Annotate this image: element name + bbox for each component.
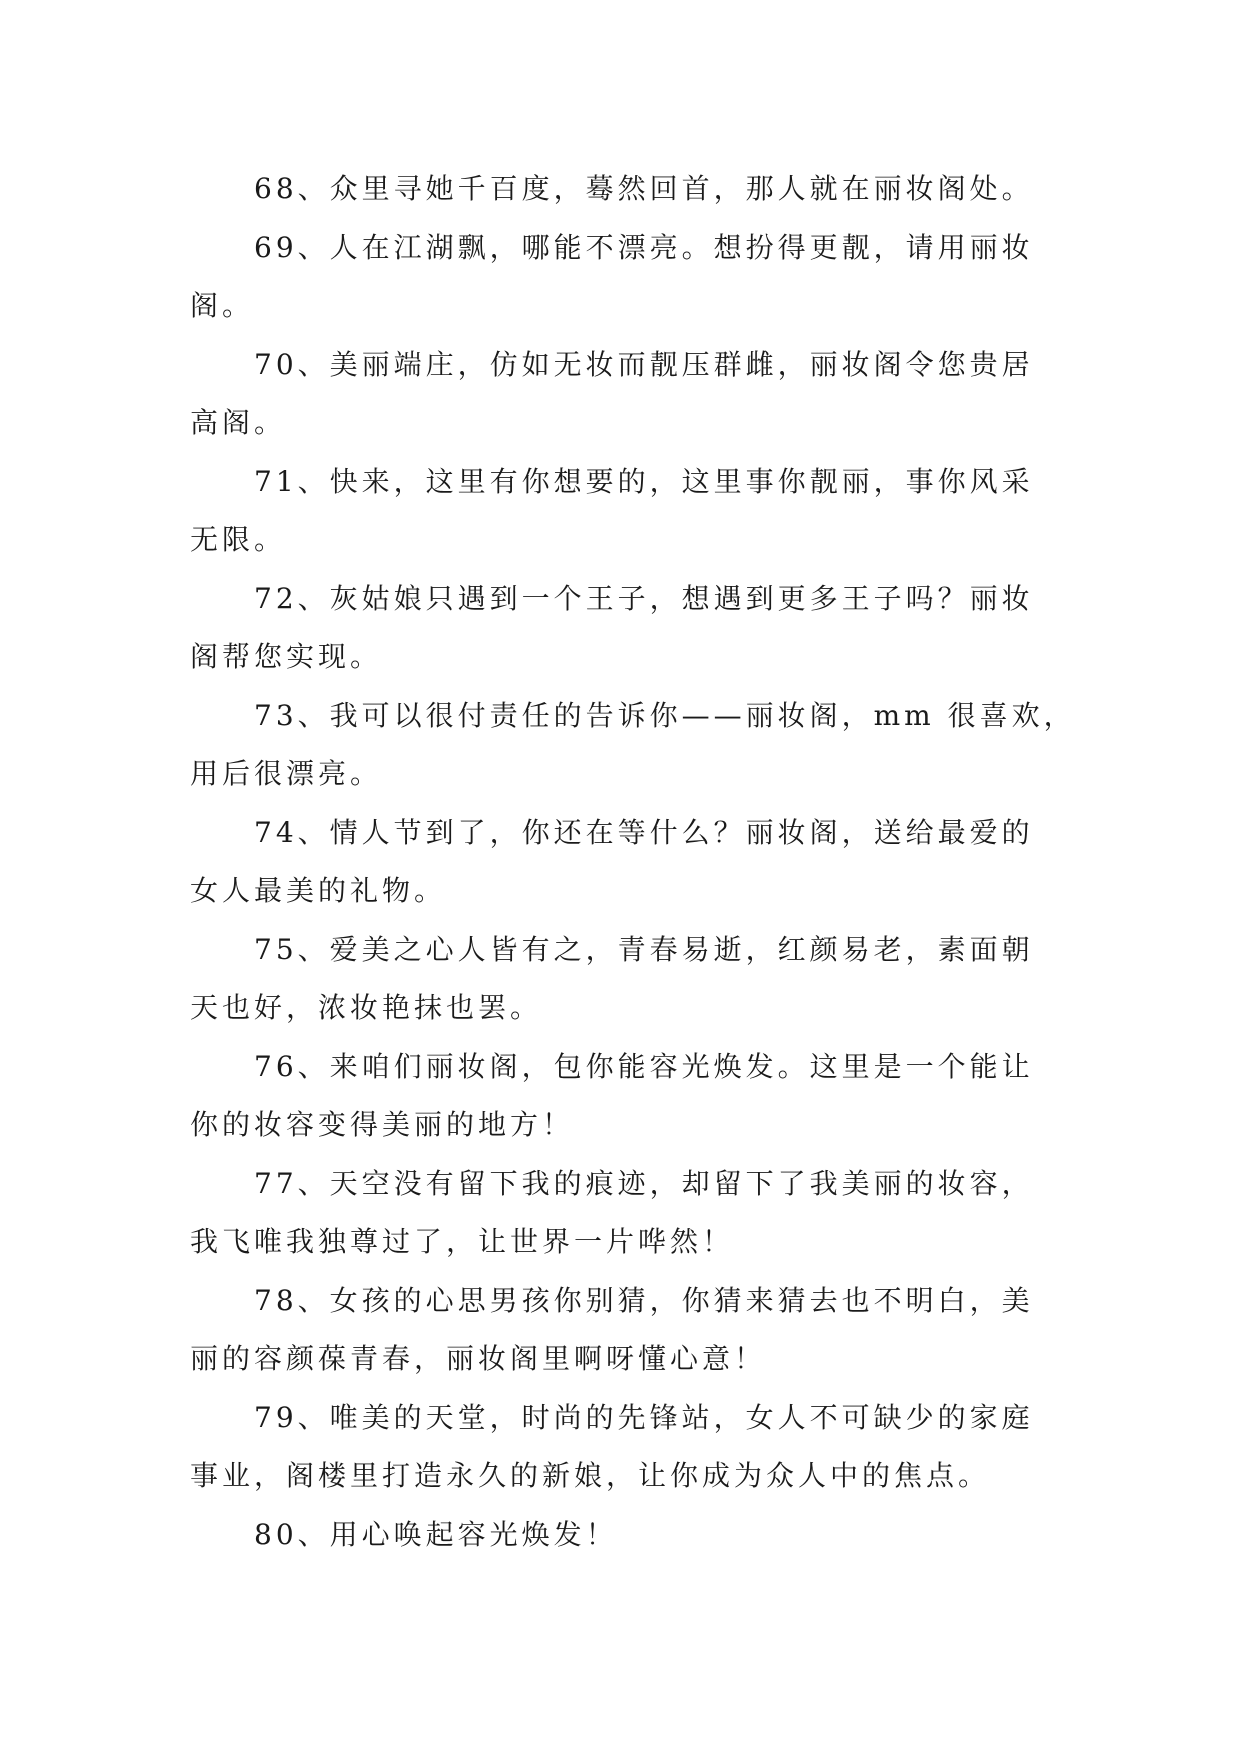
paragraph-line: 79、唯美的天堂，时尚的先锋站，女人不可缺少的家庭 [254,1400,1034,1434]
paragraph-line: 78、女孩的心思男孩你别猜，你猜来猜去也不明白，美 [254,1283,1034,1317]
list-item-72 [190,570,1050,687]
list-item-80 [190,1506,1050,1565]
paragraph-line: 74、情人节到了，你还在等什么？丽妆阁，送给最爱的 [254,815,1034,849]
list-item-77 [190,1155,1050,1272]
paragraph-line: 68、众里寻她千百度，蓦然回首，那人就在丽妆阁处。 [254,172,1034,205]
paragraph-line: 72、灰姑娘只遇到一个王子，想遇到更多王子吗？丽妆 [254,581,1034,615]
list-item-69 [190,219,1050,336]
paragraph-line: 阁。 [190,289,255,322]
document-body [190,160,1076,1564]
paragraph-line: 你的妆容变得美丽的地方！ [190,1108,575,1141]
paragraph-line: 70、美丽端庄，仿如无妆而靓压群雌，丽妆阁令您贵居 [254,347,1034,381]
paragraph-line: 天也好，浓妆艳抹也罢。 [190,991,543,1024]
paragraph-line: 女人最美的礼物。 [190,874,447,907]
paragraph-line: 用后很漂亮。 [190,757,383,790]
list-item-73 [190,687,1076,804]
list-item-70 [190,336,1050,453]
paragraph-line: 77、天空没有留下我的痕迹，却留下了我美丽的妆容， [254,1166,1034,1200]
list-item-76 [190,1038,1050,1155]
paragraph-line: 无限。 [190,523,287,556]
list-item-78 [190,1272,1050,1389]
list-item-71 [190,453,1050,570]
paragraph-line: 事业，阁楼里打造永久的新娘，让你成为众人中的焦点。 [190,1459,991,1492]
list-item-68 [190,160,1050,219]
paragraph-line: 80、用心唤起容光焕发！ [254,1517,618,1551]
paragraph-line: 71、快来，这里有你想要的，这里事你靓丽，事你风采 [254,464,1034,498]
paragraph-line: 我飞唯我独尊过了，让世界一片哗然！ [190,1225,735,1258]
list-item-79 [190,1389,1050,1506]
paragraph-line: 75、爱美之心人皆有之，青春易逝，红颜易老，素面朝 [254,932,1034,966]
paragraph-line: 丽的容颜葆青春，丽妆阁里啊呀懂心意！ [190,1342,767,1375]
paragraph-line: 76、来咱们丽妆阁，包你能容光焕发。这里是一个能让 [254,1049,1034,1083]
paragraph-line: 73、我可以很付责任的告诉你——丽妆阁，mm 很喜欢， [254,698,1076,732]
list-item-74 [190,804,1050,921]
paragraph-line: 69、人在江湖飘，哪能不漂亮。想扮得更靓，请用丽妆 [254,230,1034,264]
list-item-75 [190,921,1050,1038]
paragraph-line: 阁帮您实现。 [190,640,383,673]
paragraph-line: 高阁。 [190,406,287,439]
